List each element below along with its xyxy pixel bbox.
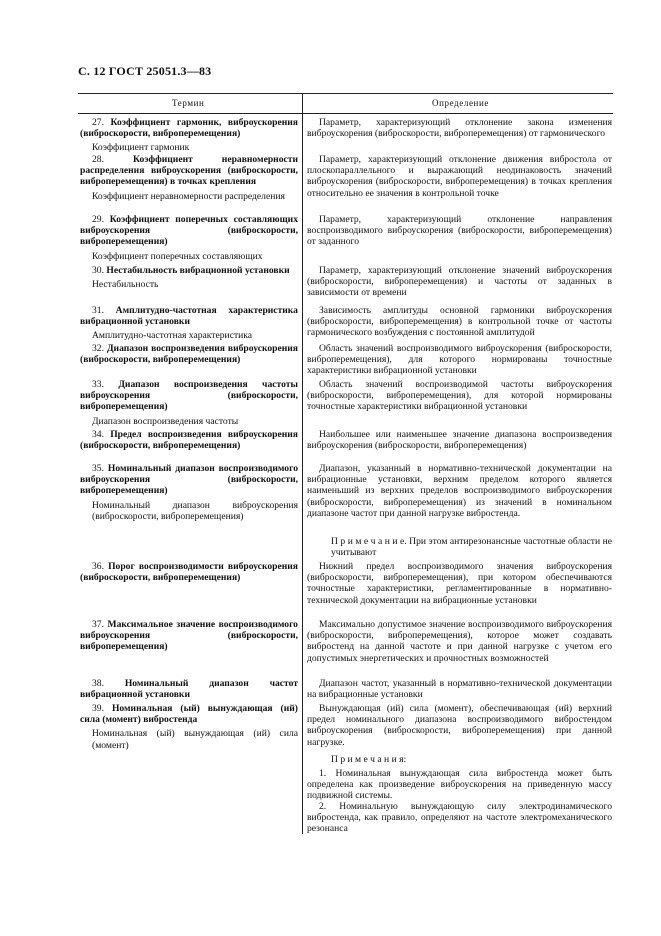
term-name: Коэффициент поперечных составляющих виброускорения (виброскорости, виброперемещения) <box>80 214 298 248</box>
definition-cell: Диапазон, указанный в нормативно-технической документации на вибрационные установки, верхним пределом которого является наименьший из верхних пределов воспроизводимого виброускорения (виброскорости, виброперемещения) из значений в номинальном диапазоне частот при данной нагрузке вибростенда. <box>307 463 612 519</box>
term-number: 27. <box>92 117 104 128</box>
column-divider <box>302 94 303 834</box>
term-number: 30. <box>92 265 104 276</box>
term-short: Диапазон воспроизведения частоты <box>92 415 239 427</box>
term-number: 29. <box>92 214 104 225</box>
definition-cell: Максимально допустимое значение воспроизводимого виброускорения (виброскорости, виброперемещения), которое может создавать вибростенд на данной частоте и при данной нагрузке с учетом его допустимых энергетических и прочностных возможностей <box>307 619 612 664</box>
term-short: Коэффициент неравномерности распределения <box>92 190 285 202</box>
term-cell <box>80 117 298 154</box>
term-number: 34. <box>92 429 104 440</box>
term-cell <box>80 703 298 751</box>
term-cell <box>80 678 298 700</box>
term-number: 37. <box>92 619 104 630</box>
definition-cell: Вынуждающая (ий) сила (момент), обеспечивающая (ий) верхний предел номинального диапазона воспроизводимого вибростендом виброускорения (виброскорости, виброперемещения) при данной нагрузке. <box>307 703 612 748</box>
term-cell <box>80 154 298 202</box>
term-name: Максимальное значение воспроизводимого виброускорения (виброскорости, виброперемещения) <box>80 619 298 653</box>
notes-title: П р и м е ч а н и я: <box>331 754 407 765</box>
term-short: Амплитудно-частотная характеристика <box>92 330 253 342</box>
table-header-rule <box>78 113 613 114</box>
term-number: 39. <box>92 703 104 714</box>
term-name: Нестабильность вибрационной установки <box>106 265 290 276</box>
term-cell <box>80 265 298 290</box>
table-top-rule <box>78 93 613 94</box>
term-cell <box>80 305 298 342</box>
term-short: Коэффициент гармоник <box>92 142 190 154</box>
term-cell <box>80 429 298 451</box>
definition-cell: Параметр, характеризующий отклонение значений виброускорения (виброскорости, виброперемещения) и частоты от заданных в зависимости от времени <box>307 265 612 299</box>
definition-cell: Параметр, характеризующий отклонение закона изменения виброускорения (виброскорости, виброперемещения) от гармонического <box>307 117 612 140</box>
term-cell <box>80 214 298 262</box>
page-header: С. 12 ГОСТ 25051.3—83 <box>78 64 212 78</box>
term-name: Диапазон воспроизведения частоты виброускорения (виброскорости, виброперемещения) <box>80 379 298 413</box>
column-header-definition: Определение <box>432 98 489 108</box>
term-cell <box>80 463 298 522</box>
term-name: Коэффициент неравномерности распределения виброускорения (виброскорости, виброперемещения) в точках крепления <box>80 154 298 188</box>
term-short: Номинальная (ый) вынуждающая (ий) сила (момент) <box>92 728 298 751</box>
definition-cell: Зависимость амплитуды основной гармоники виброускорения (виброскорости, виброперемещения) в контрольной точке от частоты гармонического возбуждения с постоянной амплитудой <box>307 305 612 339</box>
definition-cell: Наибольшее или наименьшее значение диапазона воспроизведения виброускорения (виброскорости, виброперемещения) <box>307 429 612 452</box>
term-number: 36. <box>92 561 104 572</box>
definition-note: П р и м е ч а н и е. При этом антирезонансные частотные области не учитывают <box>331 536 612 559</box>
term-name: Номинальный диапазон частот вибрационной установки <box>80 678 298 701</box>
term-short: Коэффициент поперечных составляющих <box>92 250 263 262</box>
definition-cell: Нижний предел воспроизводимого значения виброускорения (виброскорости, виброперемещения), при котором обеспечиваются точностные характеристики, регламентированные в нормативно-технической документации на вибрационные установки <box>307 561 612 606</box>
term-name: Номинальный диапазон воспроизводимого виброускорения (виброскорости, виброперемещения) <box>80 463 298 497</box>
note-item: 2. Номинальную вынуждающую силу электродинамического вибростенда, как правило, определяют на частоте электромеханического резонанса <box>307 801 612 835</box>
term-number: 33. <box>92 379 104 390</box>
term-name: Предел воспроизведения виброускорения (виброскорости, виброперемещения) <box>80 429 298 452</box>
term-cell <box>80 379 298 427</box>
column-header-term: Термин <box>172 98 205 108</box>
definition-cell: Параметр, характеризующий отклонение движения вибростола от плоскопараллельного и выражающий неодинаковость значений виброускорения (виброскорости, виброперемещения) в точках крепления относительно ее значения в контрольной точке <box>307 154 612 199</box>
definition-cell: Диапазон частот, указанный в нормативно-технической документации на вибрационные установки <box>307 678 612 701</box>
term-number: 28. <box>92 154 104 165</box>
term-short: Нестабильность <box>92 279 159 291</box>
term-name: Амплитудно-частотная характеристика вибрационной установки <box>80 305 298 328</box>
term-number: 35. <box>92 463 104 474</box>
term-short: Номинальный диапазон виброускорения (виброскорости, виброперемещения) <box>92 499 298 522</box>
term-name: Номинальная (ый) вынуждающая (ий) сила (момент) вибростенда <box>80 703 298 726</box>
definition-cell: Область значений воспроизводимой частоты виброускорения (виброскорости, виброперемещения), для которой нормированы точностные характеристики вибрационной установки <box>307 379 612 413</box>
term-number: 31. <box>92 305 104 316</box>
term-cell <box>80 561 298 583</box>
term-cell <box>80 619 298 653</box>
term-name: Диапазон воспроизведения виброускорения (виброскорости, виброперемещения) <box>80 343 298 366</box>
definition-cell: Параметр, характеризующий отклонение направления воспроизводимого виброускорения (виброскорости, виброперемещения) от заданного <box>307 214 612 248</box>
term-name: Порог воспроизводимости виброускорения (виброскорости, виброперемещения) <box>80 561 298 584</box>
definition-cell: Область значений воспроизводимого виброускорения (виброскорости, виброперемещения), для которого нормированы точностные характеристики вибрационной установки <box>307 343 612 377</box>
term-cell <box>80 343 298 365</box>
term-number: 38. <box>92 678 104 689</box>
term-number: 32. <box>92 343 104 354</box>
note-item: 1. Номинальная вынуждающая сила вибростенда может быть определена как произведение виброускорения на приведенную массу подвижной системы. <box>307 768 612 802</box>
term-name: Коэффициент гармоник, виброускорения (виброскорости, виброперемещения) <box>80 117 298 140</box>
